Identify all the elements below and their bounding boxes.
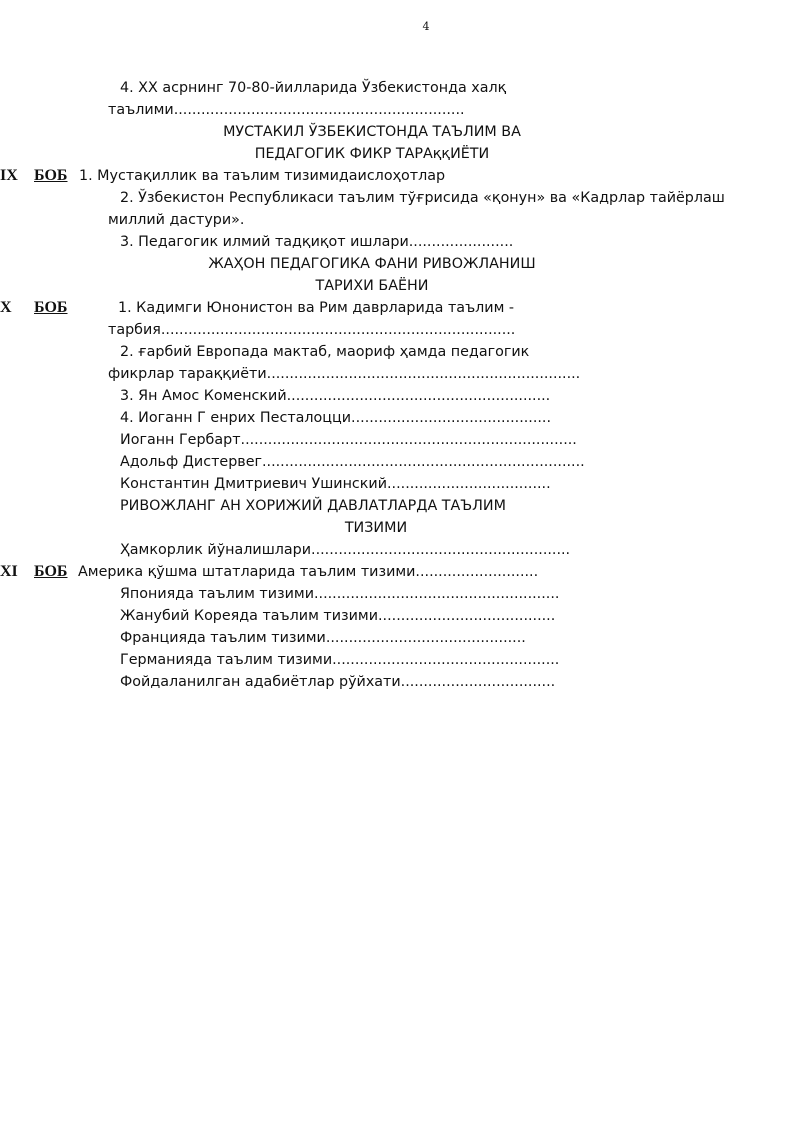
toc-line: Ҳамкорлик йўналишлари......................................................... bbox=[120, 542, 571, 558]
section-heading: ЖАҲОН ПЕДАГОГИКА ФАНИ РИВОЖЛАНИШ bbox=[208, 256, 536, 272]
toc-line: Германияда таълим тизими.................................................. bbox=[120, 652, 560, 668]
section-heading: ТИЗИМИ bbox=[344, 520, 408, 536]
toc-line: Иоганн Гербарт.......................................................................... bbox=[120, 432, 577, 448]
toc-line: Жанубий Кореяда таълим тизими....................................... bbox=[120, 608, 556, 624]
toc-line: таълими................................................................ bbox=[108, 102, 465, 118]
toc-line: Японияда таълим тизими...................................................... bbox=[120, 586, 560, 602]
toc-line: тарбия.............................................................................. bbox=[108, 322, 516, 338]
toc-line: фикрлар тараққиёти..................................................................... bbox=[108, 366, 581, 382]
chapter-numeral: X bbox=[0, 299, 12, 316]
toc-line: 2. Ўзбекистон Республикаси таълим тўғрисида «қонун» ва «Кадрлар тайёрлаш bbox=[120, 190, 725, 206]
toc-line: Константин Дмитриевич Ушинский.................................... bbox=[120, 476, 551, 492]
toc-line: 3. Педагогик илмий тадқиқот ишлари....................... bbox=[120, 234, 514, 250]
toc-line: 4. ХХ асрнинг 70-80-йилларида Ўзбекистонда халқ bbox=[120, 80, 507, 96]
toc-line: 2. ғарбий Европада мактаб, маориф ҳамда педагогик bbox=[120, 344, 530, 360]
toc-line: Адольф Дистервег....................................................................... bbox=[120, 454, 585, 470]
section-heading: ПЕДАГОГИК ФИКР ТАРАққИЁТИ bbox=[254, 146, 490, 162]
chapter-ix bbox=[0, 166, 760, 186]
page-number: 4 bbox=[422, 20, 430, 33]
chapter-x bbox=[0, 298, 760, 318]
toc-line: 1. Мустақиллик ва таълим тизимидаислоҳотлар bbox=[79, 168, 446, 184]
section-heading: РИВОЖЛАНГ АН ХОРИЖИЙ ДАВЛАТЛАРДА ТАЪЛИМ bbox=[120, 498, 506, 514]
toc-line: миллий дастури». bbox=[108, 212, 245, 228]
chapter-numeral: XI bbox=[0, 563, 18, 580]
toc-line: 4. Иоганн Г енрих Песталоцци............................................ bbox=[120, 410, 552, 426]
section-heading: МУСТАКИЛ ЎЗБЕКИСТОНДА ТАЪЛИМ ВА bbox=[223, 124, 521, 140]
toc-line: 3. Ян Амос Коменский.......................................................... bbox=[120, 388, 551, 404]
chapter-numeral: IX bbox=[0, 167, 18, 184]
chapter-xi bbox=[0, 562, 760, 582]
chapter-bob: БОБ bbox=[34, 563, 68, 580]
toc-line: 1. Кадимги Юнонистон ва Рим даврларида таълим - bbox=[118, 300, 515, 316]
section-heading: ТАРИХИ БАЁНИ bbox=[315, 278, 429, 294]
toc-line: Францияда таълим тизими............................................ bbox=[120, 630, 526, 646]
toc-line: Америка қўшма штатларида таълим тизими........................... bbox=[78, 564, 539, 580]
chapter-bob: БОБ bbox=[34, 167, 68, 184]
toc-line: Фойдаланилган адабиётлар рўйхати.................................. bbox=[120, 674, 556, 690]
chapter-bob: БОБ bbox=[34, 299, 68, 316]
